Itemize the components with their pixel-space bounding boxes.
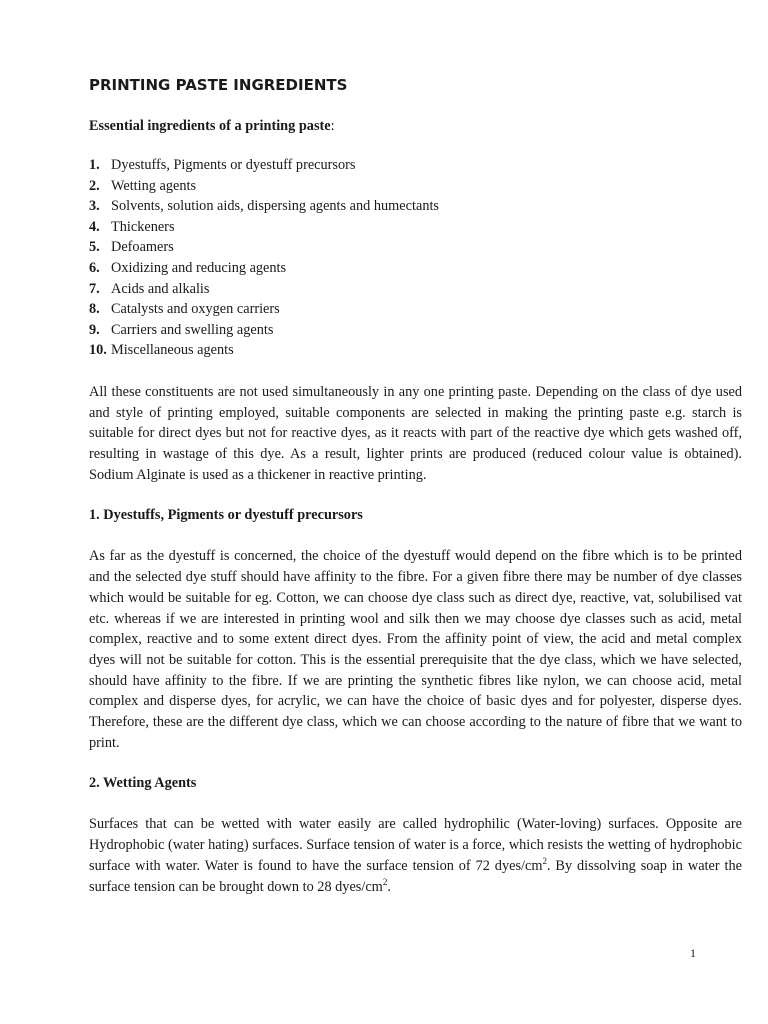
subheading-text: Essential ingredients of a printing paste — [89, 118, 331, 134]
document-page — [89, 72, 742, 897]
list-item — [89, 237, 742, 258]
list-item-text: Carriers and swelling agents — [111, 321, 274, 338]
list-item-number: 5. — [89, 239, 100, 256]
list-item-text: Defoamers — [111, 239, 174, 256]
wetting-agents-paragraph — [89, 814, 742, 897]
list-item — [89, 320, 742, 341]
ingredients-subheading — [89, 116, 742, 136]
list-item — [89, 340, 742, 361]
wetting-text-a: Surfaces that can be wetted with water easily are called hydrophilic (Water-loving) surfaces. Opposite are Hydrophobic (water hating) surfaces. Surface tension of water is a force, which resists the wetting of hydrophobic surface with water. Water is found to have the surface tension of 72 dyes/cm — [89, 816, 742, 874]
superscript: 2 — [542, 856, 547, 867]
list-item-text: Solvents, solution aids, dispersing agents and humectants — [111, 198, 439, 215]
list-item-text: Acids and alkalis — [111, 280, 210, 297]
list-item-number: 10. — [89, 342, 107, 359]
list-item-number: 2. — [89, 177, 100, 194]
list-item — [89, 217, 742, 238]
wetting-text-c: . — [387, 878, 391, 895]
ingredients-list — [89, 155, 742, 361]
superscript: 2 — [382, 876, 388, 887]
list-item-number: 8. — [89, 301, 100, 318]
section-heading-wetting-agents: 2. Wetting Agents — [89, 775, 197, 792]
list-item — [89, 196, 742, 217]
dyestuffs-paragraph: As far as the dyestuff is concerned, the choice of the dyestuff would depend on the fibre which is to be printed and the selected dye stuff should have affinity to the fibre. For a given fibre there may be number of dye classes which would be suitable for eg. Cotton, we can choose dye class such as direct dye, reactive, vat, solubilised vat etc. whereas if we are interested in printing wool and silk then we may choose dye classes such as acid, metal complex, reactive and to some extent direct dyes. From the affinity point of view, the acid and metal complex dyes will not be suitable for cotton. This is the essential prerequisite that the dye class, which we have selected, should have affinity to the fibre. If we are printing the synthetic fibres like nylon, we can choose acid, metal complex and disperse dyes, for acrylic, we can have the choice of basic dyes and for polyester, disperse dyes. Therefore, these are the different dye class, which we can choose according to the nature of fibre that we want to print. — [89, 548, 742, 751]
list-item — [89, 155, 742, 176]
list-item-number: 1. — [89, 157, 100, 173]
wetting-text-b: . By dissolving soap in water the surface tension can be brought down to 28 dyes/cm — [89, 857, 742, 895]
section-heading-dyestuffs: 1. Dyestuffs, Pigments or dyestuff precursors — [89, 507, 363, 524]
list-item-text: Dyestuffs, Pigments or dyestuff precursors — [111, 157, 356, 173]
list-item — [89, 176, 742, 197]
list-item-number: 4. — [89, 218, 100, 235]
list-item — [89, 258, 742, 279]
list-item-text: Thickeners — [111, 218, 175, 235]
list-item-text: Oxidizing and reducing agents — [111, 259, 287, 276]
list-item-number: 3. — [89, 198, 100, 215]
list-item-text: Catalysts and oxygen carriers — [111, 301, 280, 318]
list-item-number: 7. — [89, 280, 100, 297]
list-item-number: 6. — [89, 259, 100, 276]
list-item-number: 9. — [89, 321, 100, 338]
subheading-colon: : — [330, 118, 335, 134]
list-item — [89, 279, 742, 300]
page-number: 1 — [690, 946, 696, 960]
list-item — [89, 299, 742, 320]
list-item-text: Wetting agents — [111, 177, 197, 194]
page-title: PRINTING PASTE INGREDIENTS — [89, 76, 348, 94]
intro-paragraph: All these constituents are not used simultaneously in any one printing paste. Depending on the class of dye used and style of printing employed, suitable components are selected in making the printing paste e.g. starch is suitable for direct dyes but not for reactive dyes, as it reacts with part of the reactive dye which gets washed off, resulting in wastage of this dye. As a result, lighter prints are produced (reduced colour value is obtained). Sodium Alginate is used as a thickener in reactive printing. — [89, 383, 742, 483]
list-item-text: Miscellaneous agents — [111, 342, 234, 359]
